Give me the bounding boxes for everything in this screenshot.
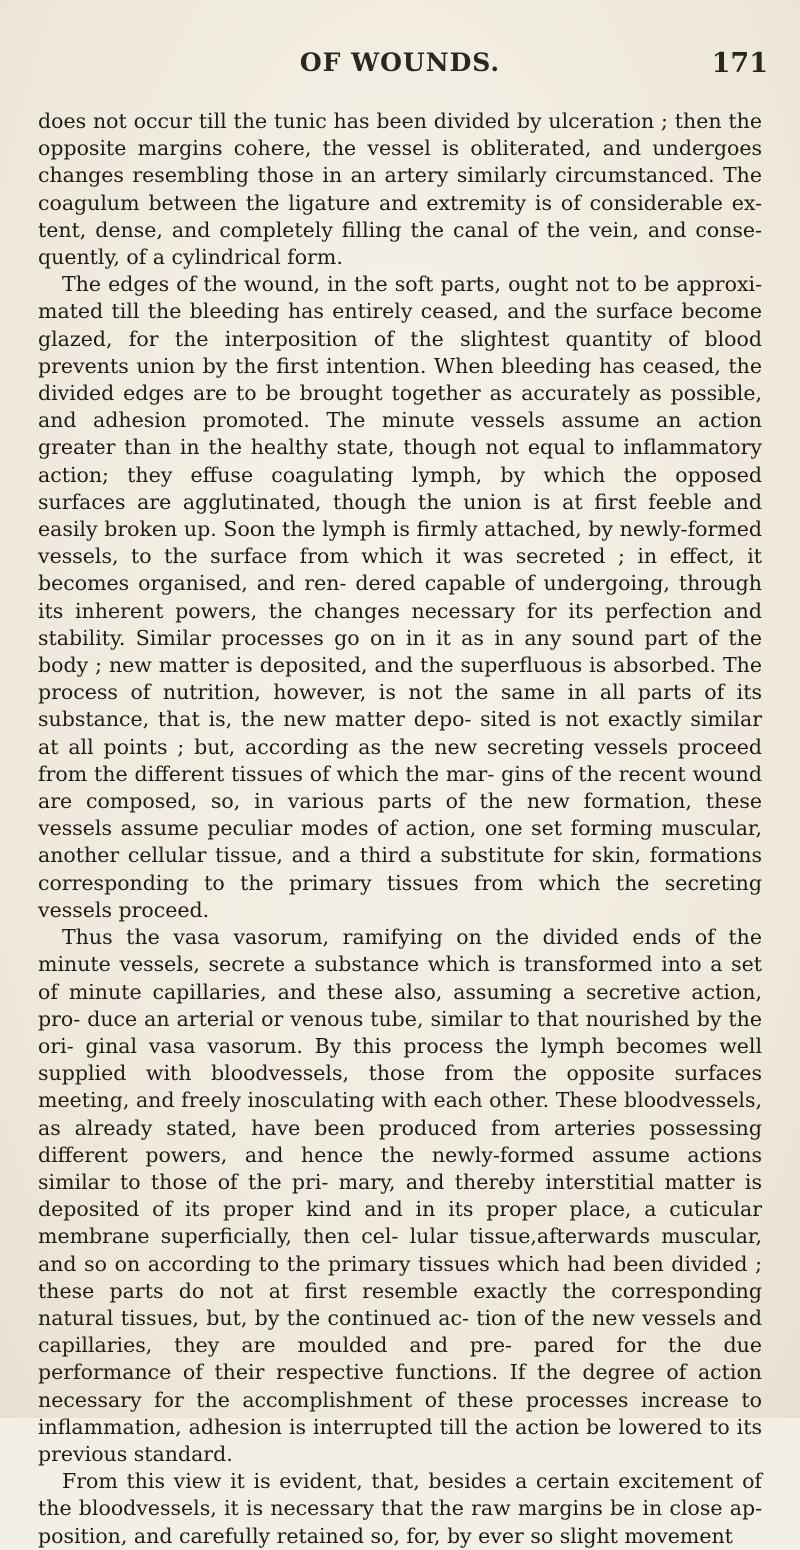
body-text xyxy=(38,108,762,1550)
page-number: 171 xyxy=(711,48,768,79)
paragraph-close-apposition: From this view it is evident, that, besides a certain excitement of the bloodvessels, it is necessary that the raw margins be in close ap- position, and carefully retained so, for, by ever so slight movement xyxy=(38,1469,762,1548)
running-head xyxy=(0,48,800,88)
paragraph-wound-edges: The edges of the wound, in the soft parts, ought not to be approxi- mated till the bleeding has entirely ceased, and the surface become glazed, for the interposition of the slightest quantity of blood prevents union by the first intention. When bleeding has ceased, the divided edges are to be brought together as accurately as possible, and adhesion promoted. The minute vessels assume an action greater than in the healthy state, though not equal to inflammatory action; they effuse coagulating lymph, by which the opposed surfaces are agglutinated, though the union is at first feeble and easily broken up. Soon the lymph is firmly attached, by newly-formed vessels, to the surface from which it was secreted ; in effect, it becomes organised, and ren- dered capable of undergoing, through its inherent powers, the changes necessary for its perfection and stability. Similar processes go on in it as in any sound part of the body ; new matter is deposited, and the superfluous is absorbed. The process of nutrition, however, is not the same in all parts of its substance, that is, the new matter depo- sited is not exactly similar at all points ; but, according as the new secreting vessels proceed from the different tissues of which the mar- gins of the recent wound are composed, so, in various parts of the new formation, these vessels assume peculiar modes of action, one set forming muscular, another cellular tissue, and a third a substitute for skin, formations corresponding to the primary tissues from which the secreting vessels proceed. xyxy=(38,272,762,922)
running-title: OF WOUNDS. xyxy=(299,48,501,77)
paragraph-continued: does not occur till the tunic has been divided by ulceration ; then the opposite margins cohere, the vessel is obliterated, and undergoes changes resembling those in an artery similarly circumstanced. The coagulum between the ligature and extremity is of considerable ex- tent, dense, and completely filling the canal of the vein, and conse- quently, of a cylindrical form. xyxy=(38,109,762,270)
paragraph-vasa-vasorum: Thus the vasa vasorum, ramifying on the divided ends of the minute vessels, secrete a substance which is transformed into a set of minute capillaries, and these also, assuming a secretive action, pro- duce an arterial or venous tube, similar to that nourished by the ori- ginal vasa vasorum. By this process the lymph becomes well supplied with bloodvessels, those from the opposite surfaces meeting, and freely inosculating with each other. These bloodvessels, as already stated, have been produced from arteries possessing different powers, and hence the newly-formed assume actions similar to those of the pri- mary, and thereby interstitial matter is deposited of its proper kind and in its proper place, a cuticular membrane superficially, then cel- lular tissue,afterwards muscular, and so on according to the primary tissues which had been divided ; these parts do not at first resemble exactly the corresponding natural tissues, but, by the continued ac- tion of the new vessels and capillaries, they are moulded and pre- pared for the due performance of their respective functions. If the degree of action necessary for the accomplishment of these processes increase to inflammation, adhesion is interrupted till the action be lowered to its previous standard. xyxy=(38,925,762,1466)
